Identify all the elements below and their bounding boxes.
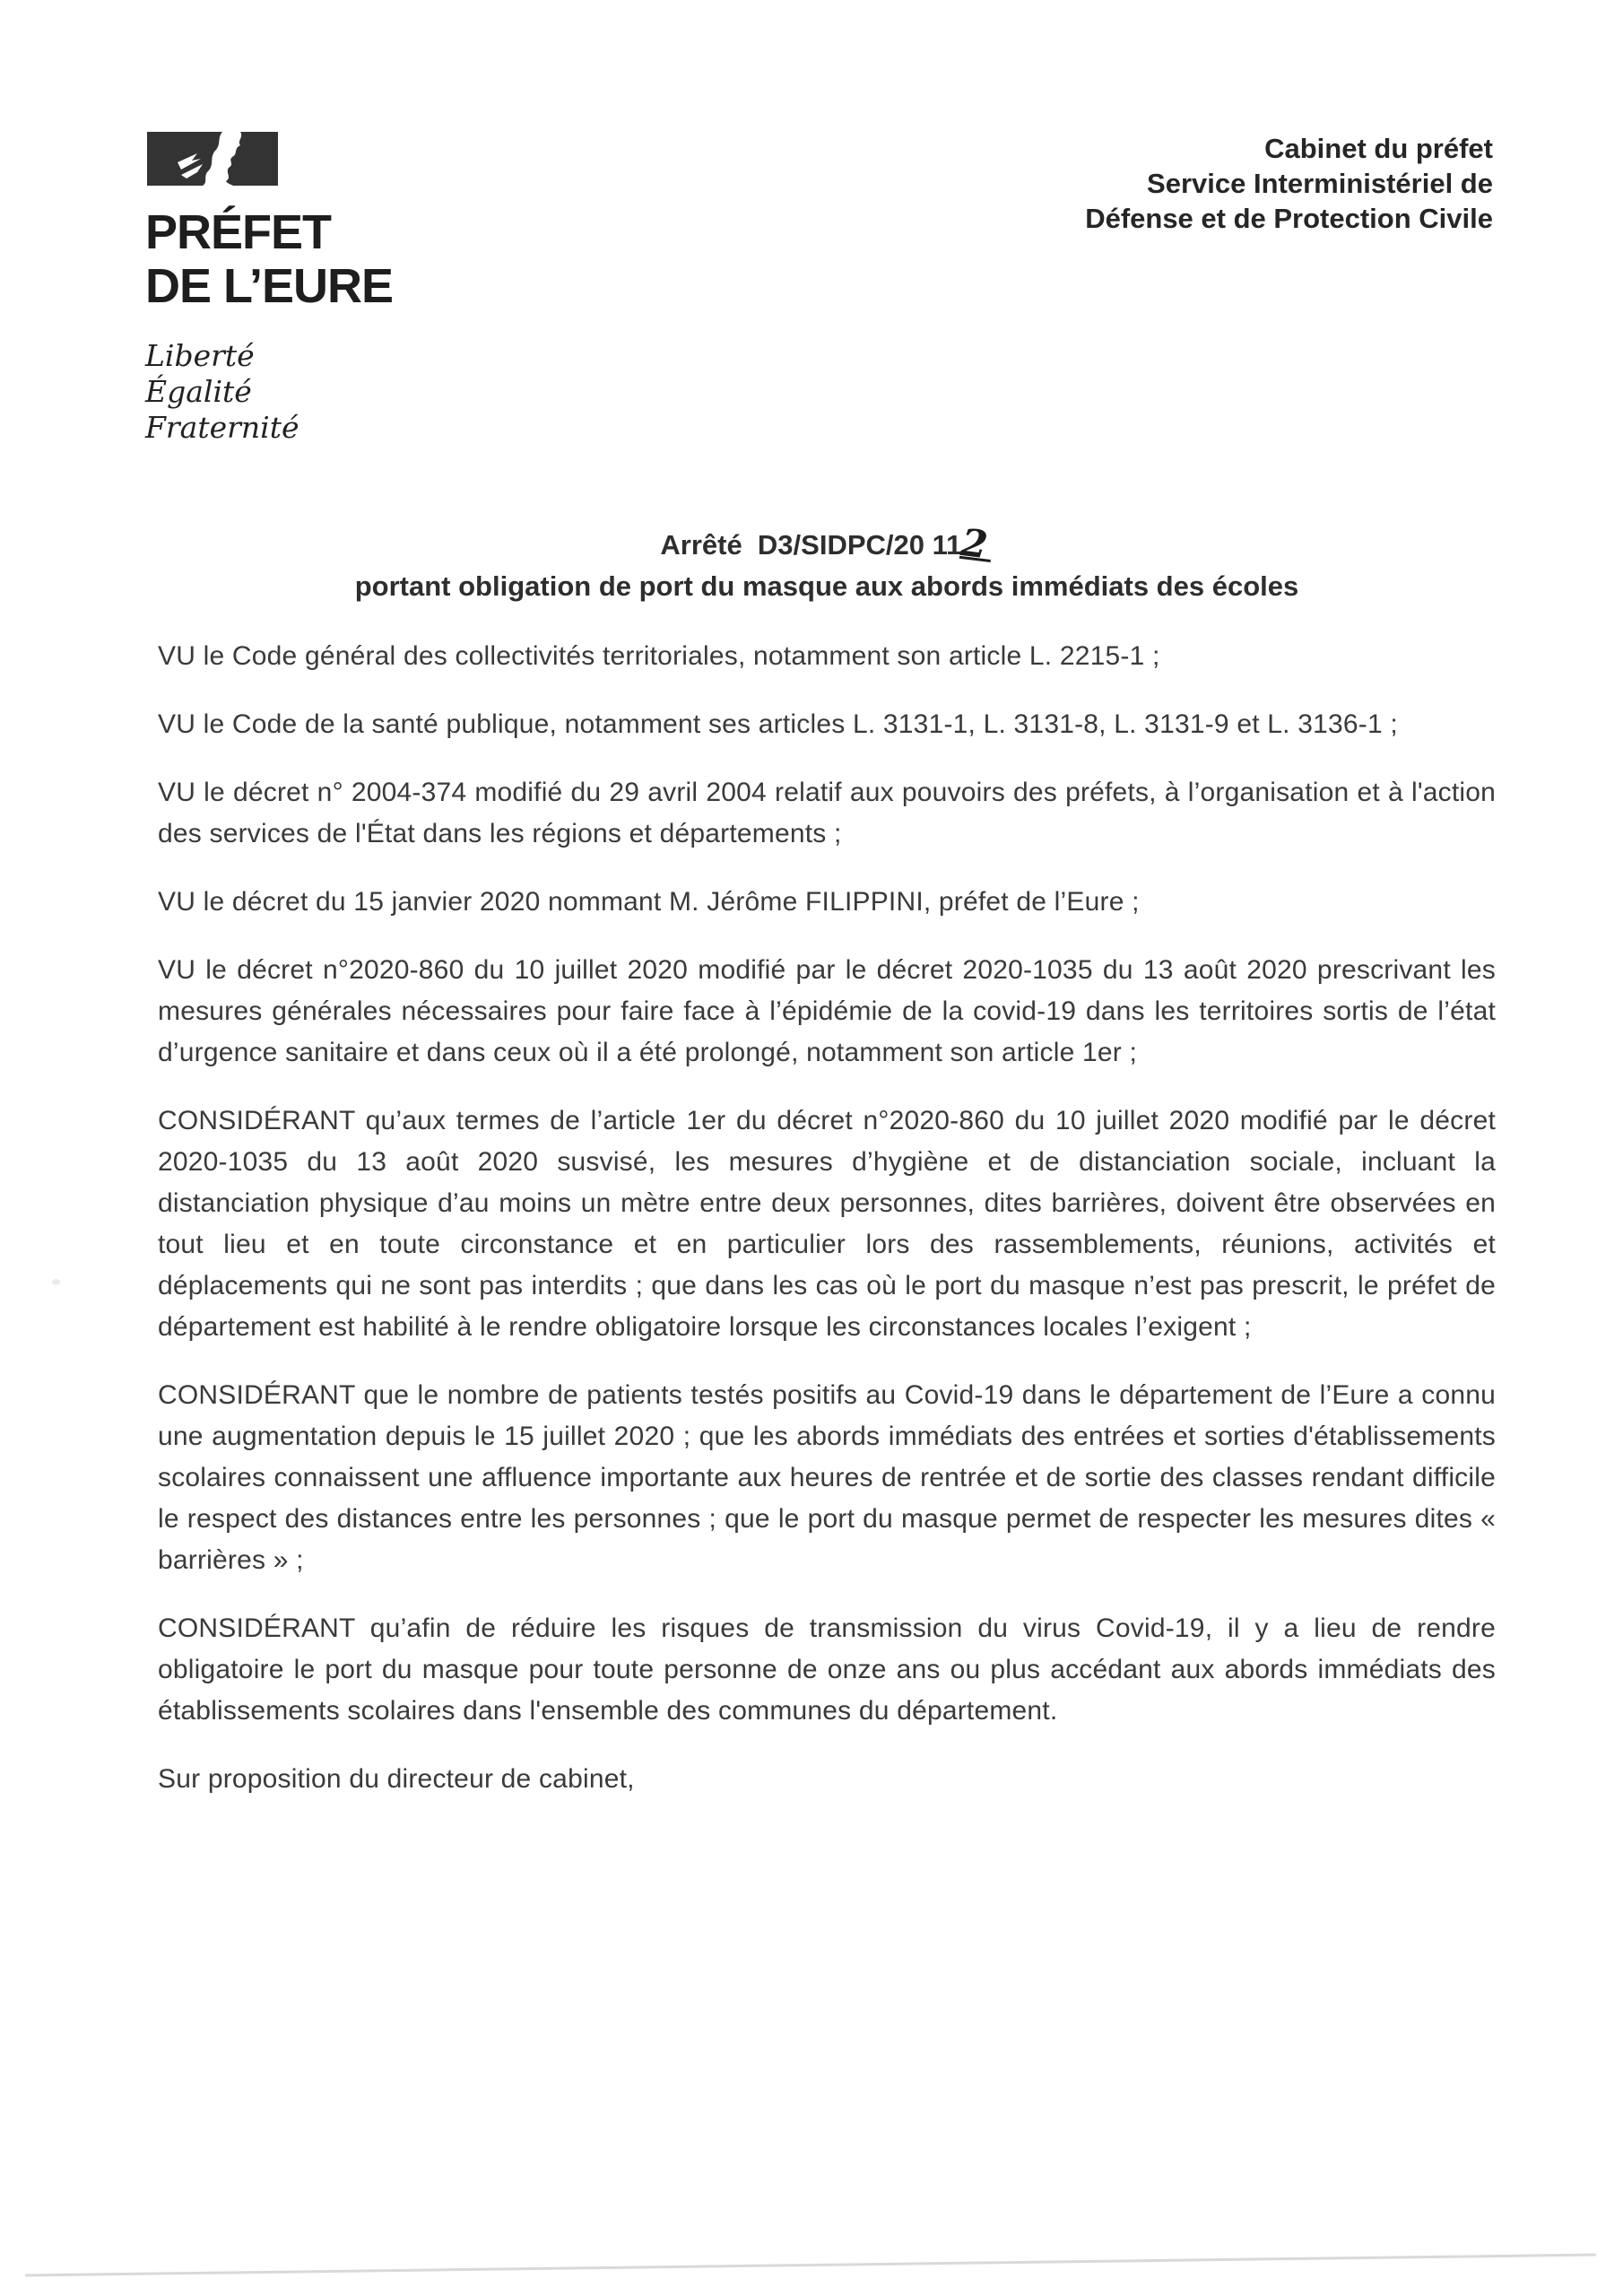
recital-vu-5: VU le décret n°2020-860 du 10 juillet 2020 modifié par le décret 2020-1035 du 13 août 2020 prescrivant les mesures générales nécessaires pour faire face à l’épidémie de la covid-19 dans les territoires sortis de l’état d’urgence sanitaire et dans ceux où il a été prolongé, notamment son article 1er ; <box>158 955 1496 1067</box>
service-line-3: Défense et de Protection Civile <box>1085 203 1493 234</box>
motto-egalite: Égalité <box>145 374 252 409</box>
decree-title <box>158 520 1496 607</box>
prefecture-identity-block <box>145 130 522 446</box>
motto-liberte: Liberté <box>145 338 255 373</box>
recital-considerant-3: CONSIDÉRANT qu’afin de réduire les risques de transmission du virus Covid-19, il y a lieu de rendre obligatoire le port du masque pour toute personne de onze ans ou plus accédant aux abords immédiats des établissements scolaires dans l'ensemble des communes du département. <box>158 1613 1496 1726</box>
republic-motto <box>145 338 522 446</box>
institution-name <box>145 205 522 313</box>
institution-line-1: PRÉFET <box>145 205 332 259</box>
institution-line-2: DE L’EURE <box>145 259 394 313</box>
issuing-service-block <box>1085 131 1493 236</box>
decree-subject-line: portant obligation de port du masque aux abords immédiats des écoles <box>354 570 1299 602</box>
marianne-flag-logo-icon <box>145 130 280 187</box>
decree-recitals <box>158 636 1496 1800</box>
recital-vu-1: VU le Code général des collectivités territoriales, notamment son article L. 2215-1 ; <box>158 641 1160 671</box>
recital-vu-3: VU le décret n° 2004-374 modifié du 29 avril 2004 relatif aux pouvoirs des préfets, à l’organisation et à l'action des services de l'État dans les régions et départements ; <box>158 778 1496 848</box>
recital-considerant-2: CONSIDÉRANT que le nombre de patients testés positifs au Covid-19 dans le département de l’Eure a connu une augmentation depuis le 15 juillet 2020 ; que les abords immédiats des entrées et sorties d'établissements scolaires connaissent une affluence importante aux heures de rentrée et de sortie des classes rendant difficile le respect des distances entre les personnes ; que le port du masque permet de respecter les mesures dites « barrières » ; <box>158 1380 1496 1575</box>
scan-edge-line <box>25 2254 1596 2277</box>
recital-vu-2: VU le Code de la santé publique, notamment ses articles L. 3131-1, L. 3131-8, L. 3131-9 et L. 3136-1 ; <box>158 709 1398 739</box>
service-line-2: Service Interministériel de <box>1147 168 1493 199</box>
scan-smudge-mark <box>52 1279 60 1285</box>
service-line-1: Cabinet du préfet <box>1264 133 1493 164</box>
recital-vu-4: VU le décret du 15 janvier 2020 nommant M. Jérôme FILIPPINI, préfet de l’Eure ; <box>158 887 1140 917</box>
decree-number-line <box>158 520 1496 568</box>
recital-considerant-1: CONSIDÉRANT qu’aux termes de l’article 1er du décret n°2020-860 du 10 juillet 2020 modifié par le décret 2020-1035 du 13 août 2020 susvisé, les mesures d’hygiène et de distanciation sociale, incluant la distanciation physique d’au moins un mètre entre deux personnes, dites barrières, doivent être observées en tout lieu et en toute circonstance et en particulier lors des rassemblements, réunions, activités et déplacements qui ne sont pas interdits ; que dans les cas où le port du masque n’est pas prescrit, le préfet de département est habilité à le rendre obligatoire lorsque les circonstances locales l’exigent ; <box>158 1106 1496 1342</box>
motto-fraternite: Fraternité <box>145 410 299 445</box>
decree-number-printed: Arrêté D3/SIDPC/20 11 <box>660 529 962 561</box>
document-body <box>158 520 1496 1827</box>
decree-number-handwritten-digit: 2 <box>959 529 994 562</box>
closing-proposition-line: Sur proposition du directeur de cabinet, <box>158 1764 635 1794</box>
